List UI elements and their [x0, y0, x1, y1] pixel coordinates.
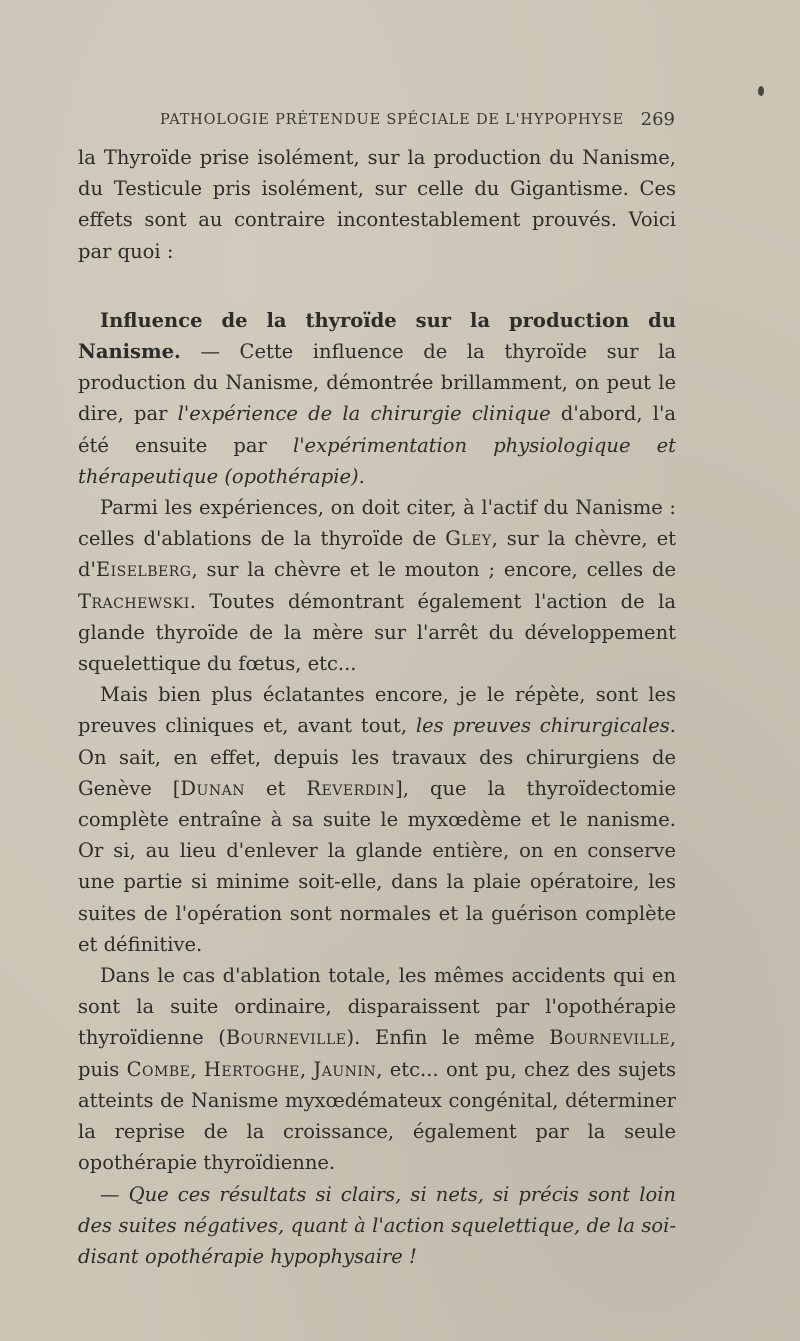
paragraph-1: la Thyroïde prise isolément, sur la production du Nanisme, du Testicule pris isolément, sur celle du Gigantisme. Ces effets sont au contraire incontestablement prouvés. Voici par quoi : — [78, 146, 676, 263]
paragraph-2-text-2: d'abord, l'a été ensuite par — [78, 402, 676, 457]
paragraph-4-text-4: ], que la thyroïdectomie complète entraîne à sa suite le myxœdème et le nanisme. Or si, au lieu d'enlever la glande entière, on en conserve une partie si minime soit-elle, dans la plaie opératoire, les suites de l'opération sont normales et la guérison complète et définitive. — [78, 776, 676, 956]
paragraph-5-text-5: , — [299, 1057, 314, 1081]
author-jaunin: Jaunin — [313, 1057, 377, 1081]
paragraph-6-text-1: — — [100, 1182, 129, 1206]
running-head-title: PATHOLOGIE PRÉTENDUE SPÉCIALE DE L'HYPOPHYSE — [160, 112, 624, 128]
paragraph-3-text-4: . Toutes démontrant également l'action de la glande thyroïde de la mère sur l'arrêt du développement squelettique du fœtus, etc... — [78, 589, 676, 676]
paragraph-5-text-1: Dans le cas d'ablation totale, les mêmes accidents qui en sont la suite ordinaire, disparaissent par l'opothérapie thyroïdienne ( — [78, 964, 676, 1050]
section-heading: Influence de la thyroïde sur la production du Nanisme. — [78, 308, 676, 364]
paragraph-4 — [78, 679, 676, 960]
paragraph-4-text-2: On sait, en effet, depuis les travaux des chirurgiens de Genève [ — [78, 745, 676, 800]
author-eiselberg: Eiselberg — [95, 558, 192, 582]
paragraph-3-text-1: Parmi les expériences, on doit citer, à l'actif du Nanisme : celles d'ablations de la thyroïde de — [78, 496, 676, 551]
paragraph-3-text-3: , sur la chèvre et le mouton ; encore, celles de — [191, 558, 676, 582]
author-bourneville-1: Bourneville — [225, 1026, 347, 1050]
ink-spot — [758, 86, 764, 96]
paragraph-4-italic-1: les preuves chirurgicales. — [415, 714, 676, 738]
paragraph-4-text-1: Mais bien plus éclatantes encore, je le répète, sont les preuves cliniques et, avant tout, — [78, 683, 676, 738]
paragraph-2-text-1: — Cette influence de la thyroïde sur la production du Nanisme, démontrée brillamment, on peut le dire, par — [78, 340, 676, 426]
author-dunan: Dunan — [180, 776, 245, 800]
paragraph-5-text-3: , puis — [78, 1026, 677, 1081]
paragraph-3 — [78, 492, 676, 679]
paragraph-5-text-2: ). Enfin le même — [346, 1026, 550, 1050]
body-text — [78, 142, 676, 1272]
section-spacer — [78, 267, 676, 305]
author-hertoghe: Hertoghe — [203, 1057, 300, 1081]
author-bourneville-2: Bourneville — [549, 1026, 670, 1050]
page-number: 269 — [640, 109, 675, 130]
paragraph-2 — [78, 305, 676, 492]
paragraph-5-text-4: , — [190, 1057, 204, 1081]
paragraph-2-italic-1: l'expérience de la chirurgie clinique — [177, 402, 551, 426]
author-combe: Combe — [126, 1057, 191, 1081]
paragraph-2-italic-2: l'expérimentation physiologique et thérapeutique (opothérapie). — [78, 433, 676, 488]
paragraph-6-italic-1: Que ces résultats si clairs, si nets, si précis sont loin des suites négatives, quant à l'action squelettique, de la soi-disant opothérapie hypophysaire ! — [78, 1182, 676, 1268]
paragraph-5-text-6: , etc... ont pu, chez des sujets atteints de Nanisme myxœdémateux congénital, déterminer la reprise de la croissance, également par la seule opothérapie thyroïdienne. — [78, 1057, 676, 1175]
paragraph-6 — [78, 1179, 676, 1273]
paragraph-5 — [78, 960, 676, 1178]
paragraph-4-text-3: et — [244, 776, 307, 800]
author-gley: Gley — [445, 527, 492, 551]
author-reverdin: Reverdin — [306, 776, 396, 800]
paragraph-3-text-2: , sur la chèvre, et d' — [78, 527, 676, 582]
author-trachewski: Trachewski — [78, 589, 190, 613]
running-head — [160, 109, 675, 130]
